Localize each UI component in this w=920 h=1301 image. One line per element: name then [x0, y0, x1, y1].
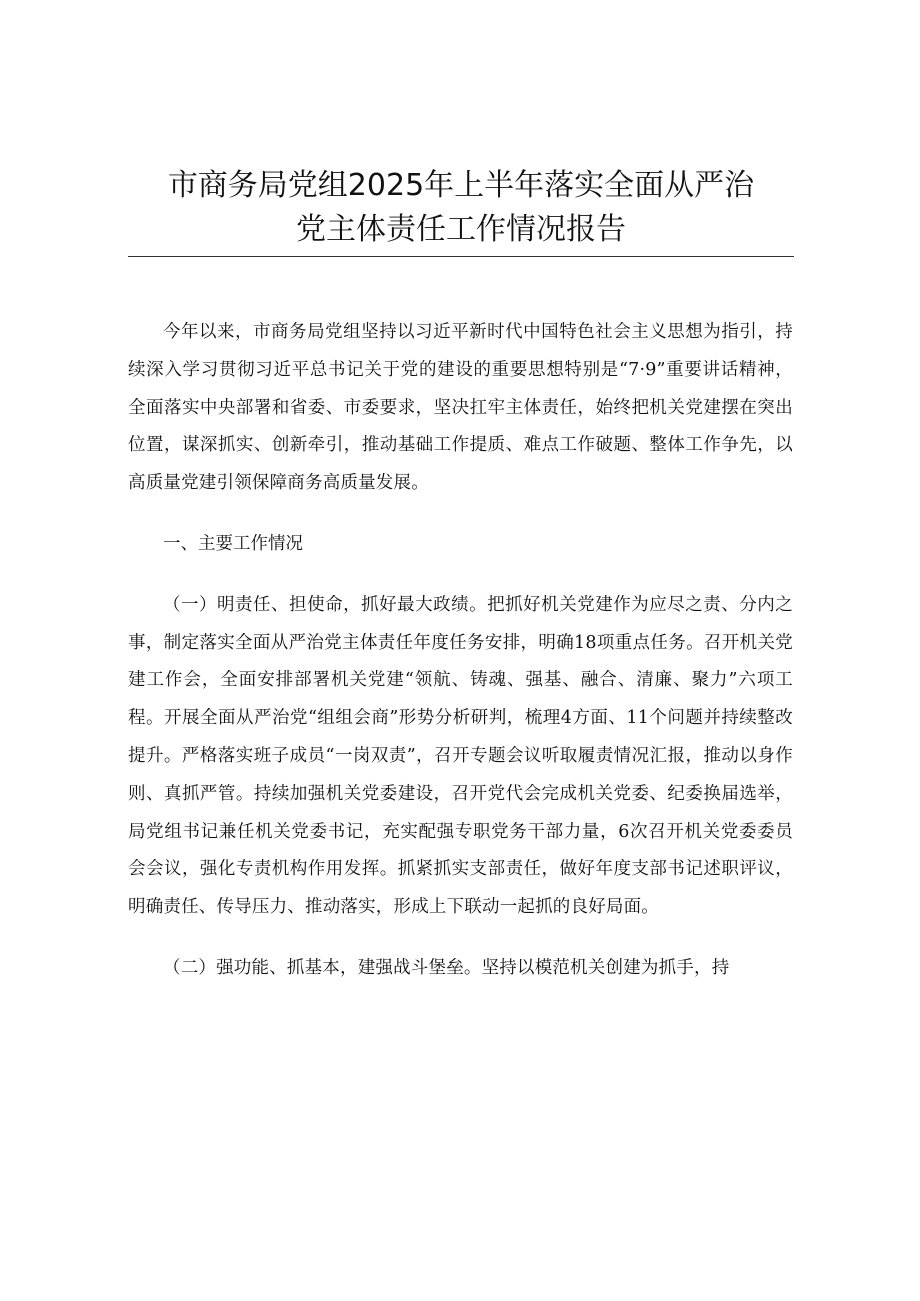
- subsection-1-paragraph: （一）明责任、担使命，抓好最大政绩。把抓好机关党建作为应尽之责、分内之事，制定落实全面从严治党主体责任年度任务安排，明确18项重点任务。召开机关党建工作会，全面安排部署机关党建“领航、铸魂、强基、融合、清廉、聚力”六项工程。开展全面从严治党“组组会商”形势分析研判，梳理4方面、11个问题并持续整改提升。严格落实班子成员“一岗双责”，召开专题会议听取履责情况汇报，推动以身作则、真抓严管。持续加强机关党委建设，召开党代会完成机关党委、纪委换届选举，局党组书记兼任机关党委书记，充实配强专职党务干部力量，6次召开机关党委委员会会议，强化专责机构作用发挥。抓紧抓实支部责任，做好年度支部书记述职评议，明确责任、传导压力、推动落实，形成上下联动一起抓的良好局面。: [128, 594, 793, 918]
- intro-paragraph: 今年以来，市商务局党组坚持以习近平新时代中国特色社会主义思想为指引，持续深入学习贯彻习近平总书记关于党的建设的重要思想特别是“7·9”重要讲话精神，全面落实中央部署和省委、市委要求，坚决扛牢主体责任，始终把机关党建摆在突出位置，谋深抓实、创新牵引，推动基础工作提质、难点工作破题、整体工作争先，以高质量党建引领保障商务高质量发展。: [128, 322, 793, 494]
- subsection-2-paragraph: （二）强功能、抓基本，建强战斗堡垒。坚持以模范机关创建为抓手，持: [163, 957, 730, 978]
- title-line-1: 市商务局党组2025年上半年落实全面从严治: [167, 168, 755, 203]
- title-line-2: 党主体责任工作情况报告: [296, 212, 626, 247]
- document-title: [128, 164, 794, 257]
- document-body: [128, 314, 793, 1011]
- section-heading-main-work: 一、主要工作情况: [163, 533, 303, 554]
